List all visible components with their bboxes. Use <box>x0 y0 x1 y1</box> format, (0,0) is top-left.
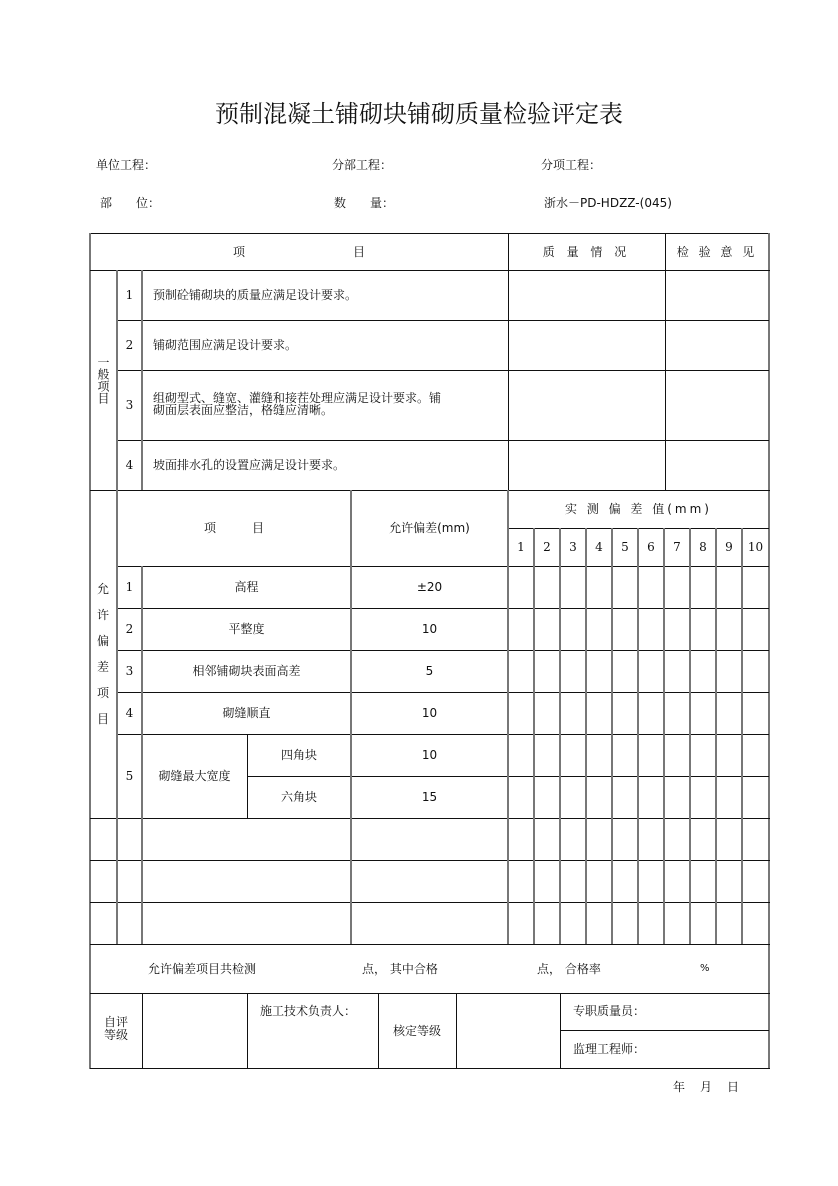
tolerance-item-no: 4 <box>125 706 134 720</box>
verify-grade-field[interactable] <box>457 994 560 1068</box>
measure-col-9: 9 <box>725 540 733 554</box>
col-quality-header: 质 量 情 况 <box>542 244 631 259</box>
tolerance-item-name: 砌缝顺直 <box>222 706 271 720</box>
page-title: 预制混凝土铺砌块铺砌质量检验评定表 <box>215 100 623 128</box>
general-item-no: 4 <box>125 458 134 472</box>
self-eval-grade-field[interactable] <box>143 994 247 1068</box>
measure-col-2: 2 <box>543 540 551 554</box>
measure-col-6: 6 <box>647 540 655 554</box>
tolerance-item-name: 砌缝最大宽度 <box>158 769 231 783</box>
measure-col-4: 4 <box>595 540 603 554</box>
self-eval-label <box>90 1016 142 1042</box>
tolerance-section-char: 偏 <box>96 634 109 648</box>
general-item-quality-field[interactable] <box>509 371 664 440</box>
tolerance-section-char: 目 <box>96 712 109 726</box>
measure-col-7: 7 <box>673 540 681 554</box>
tolerance-item-allowed: 10 <box>421 706 438 720</box>
tolerance-item-allowed: 5 <box>425 664 434 678</box>
tech-lead-label: 施工技术负责人： <box>260 1004 357 1018</box>
col-item-header: 项 目 <box>232 244 365 259</box>
self-eval-line2: 等级 <box>103 1028 128 1042</box>
general-item-opinion-field[interactable] <box>666 321 768 370</box>
tolerance-item-no: 1 <box>125 580 134 594</box>
tolerance-item-name: 相邻铺砌块表面高差 <box>192 664 301 678</box>
tolerance-item-no: 5 <box>125 769 134 783</box>
date-day: 日 <box>727 1080 740 1094</box>
general-item-opinion-field[interactable] <box>666 371 768 440</box>
unit-project-label: 单位工程： <box>96 158 157 172</box>
tolerance-item-no: 2 <box>125 622 134 636</box>
tolerance-section-char: 允 <box>96 582 109 596</box>
general-item-quality-field[interactable] <box>509 271 664 320</box>
general-item-text: 预制砼铺砌块的质量应满足设计要求。 <box>153 288 358 302</box>
general-item-text: 坡面排水孔的设置应满足设计要求。 <box>153 458 346 472</box>
general-item-text-line1: 组砌型式、缝宽、灌缝和接茬处理应满足设计要求。铺 <box>153 391 442 405</box>
location-label: 部 位： <box>100 196 161 210</box>
general-item-opinion-field[interactable] <box>666 441 768 490</box>
tolerance-subitem-name: 四角块 <box>280 748 317 762</box>
pass-rate-field[interactable] <box>615 955 695 983</box>
date-month: 月 <box>700 1080 713 1094</box>
general-item-text-line2: 砌面层表面应整洁，格缝应清晰。 <box>153 403 334 417</box>
measure-col-5: 5 <box>621 540 629 554</box>
general-item-no: 1 <box>125 288 134 302</box>
general-item-no: 2 <box>125 338 134 352</box>
supervisor-label: 监理工程师： <box>573 1042 646 1056</box>
tolerance-item-allowed: 10 <box>421 622 438 636</box>
passed-points-field[interactable] <box>450 955 530 983</box>
summary-total-label: 允许偏差项目共检测 <box>148 962 257 976</box>
general-item-quality-field[interactable] <box>509 321 664 370</box>
summary-pass-label: 点， 其中合格 <box>362 962 438 976</box>
self-eval-line1: 自评 <box>103 1015 128 1029</box>
table-border-bottom <box>90 1068 770 1069</box>
measure-col-8: 8 <box>699 540 707 554</box>
tolerance-subitem-allowed: 10 <box>421 748 438 762</box>
tolerance-item-allowed: ±20 <box>416 580 443 594</box>
col-opinion-header: 检 验 意 见 <box>676 244 758 259</box>
allowed-deviation-header: 允许偏差(mm) <box>389 521 470 535</box>
general-item-no: 3 <box>125 398 134 412</box>
quantity-label: 数 量： <box>334 196 395 210</box>
summary-percent-sign: % <box>700 963 710 974</box>
tolerance-item-name: 平整度 <box>228 622 265 636</box>
tolerance-subitem-name: 六角块 <box>280 790 317 804</box>
quality-officer-label: 专职质量员： <box>573 1004 646 1018</box>
tolerance-section-char: 差 <box>96 660 109 674</box>
general-item-opinion-field[interactable] <box>666 271 768 320</box>
measure-col-1: 1 <box>517 540 525 554</box>
general-item-quality-field[interactable] <box>509 441 664 490</box>
general-section-label <box>90 270 116 490</box>
tolerance-item-header: 项 目 <box>203 521 264 535</box>
tolerance-section-label <box>90 576 116 732</box>
measured-values-grid[interactable] <box>509 567 768 943</box>
row-divider <box>560 1030 769 1031</box>
date-year: 年 <box>673 1080 686 1094</box>
general-section-text: 一般项目 <box>96 356 110 404</box>
row-divider <box>90 944 770 945</box>
tolerance-section-char: 许 <box>96 608 109 622</box>
measured-deviation-header: 实 测 偏 差 值(mm) <box>564 502 712 516</box>
subitem-project-label: 分项工程： <box>541 158 602 172</box>
measure-col-10: 10 <box>747 540 764 554</box>
general-item-text: 铺砌范围应满足设计要求。 <box>153 338 298 352</box>
col-divider <box>247 993 248 1068</box>
tolerance-subitem-allowed: 15 <box>421 790 438 804</box>
form-code: 浙水－PD-HDZZ-(045) <box>544 196 672 210</box>
summary-rate-label: 点， 合格率 <box>537 962 601 976</box>
verify-grade-label: 核定等级 <box>392 1023 441 1038</box>
tolerance-item-name: 高程 <box>234 580 259 594</box>
total-points-field[interactable] <box>270 955 355 983</box>
tolerance-item-no: 3 <box>125 664 134 678</box>
division-project-label: 分部工程： <box>332 158 393 172</box>
tolerance-section-char: 项 <box>96 686 109 700</box>
measure-col-3: 3 <box>569 540 577 554</box>
